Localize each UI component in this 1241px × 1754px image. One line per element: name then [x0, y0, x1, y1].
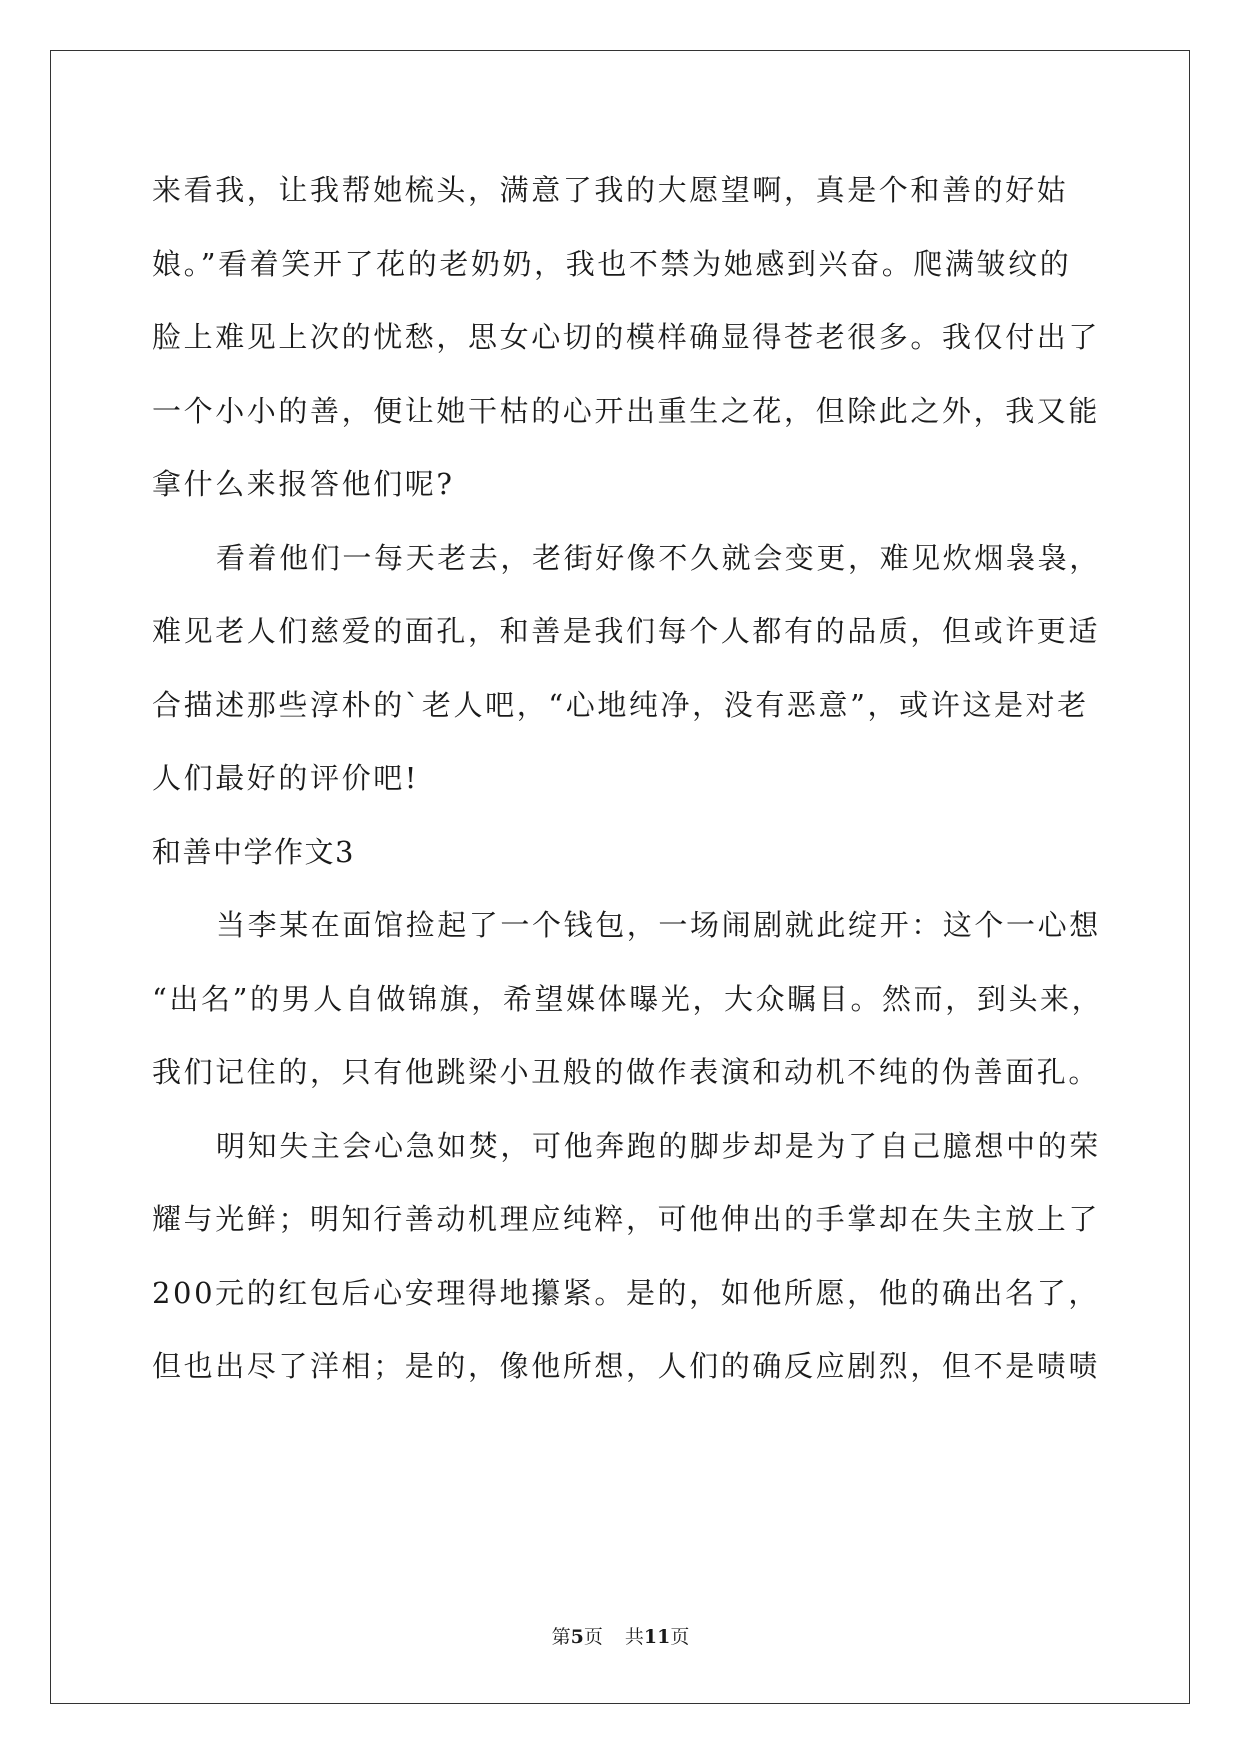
text-line: 难见老人们慈爱的面孔，和善是我们每个人都有的品质，但或许更适 — [152, 614, 1101, 648]
text-line: 耀与光鲜；明知行善动机理应纯粹，可他伸出的手掌却在失主放上了 — [152, 1202, 1101, 1236]
text-line: 人们最好的评价吧! — [152, 761, 420, 795]
page-total: 11 — [643, 1626, 671, 1648]
heading-text: 和善中学作文3 — [152, 834, 355, 869]
section-heading — [152, 824, 1096, 898]
paragraph — [152, 530, 1101, 824]
text-line: 明知失主会心急如焚，可他奔跑的脚步却是为了自己臆想中的荣 — [216, 1128, 1101, 1163]
text-line: “出名”的男人自做锦旗，希望媒体曝光，大众瞩目。然而，到头来， — [152, 981, 1104, 1016]
text-line: 拿什么来报答他们呢? — [152, 467, 455, 501]
paragraph — [152, 162, 1101, 530]
text-line: 一个小小的善，便让她干枯的心开出重生之花，但除此之外，我又能 — [152, 393, 1101, 428]
text-line: 但也出尽了洋相；是的，像他所想，人们的确反应剧烈，但不是啧啧 — [152, 1349, 1101, 1383]
text-line: 来看我，让我帮她梳头，满意了我的大愿望啊，真是个和善的好姑 — [152, 173, 1069, 207]
text-line: 合描述那些淳朴的`老人吧，“心地纯净，没有恶意”，或许这是对老 — [152, 687, 1089, 722]
text-line: 我们记住的，只有他跳梁小丑般的做作表演和动机不纯的伪善面孔。 — [152, 1055, 1101, 1089]
paragraph — [152, 897, 1104, 1118]
page-footer — [0, 1622, 1241, 1649]
text-line: 看着他们一每天老去，老街好像不久就会变更，难见炊烟袅袅， — [216, 540, 1101, 575]
text-line: 200元的红包后心安理得地攥紧。是的，如他所愿，他的确出名了， — [152, 1275, 1100, 1310]
text-line: 娘。”看着笑开了花的老奶奶，我也不禁为她感到兴奋。爬满皱纹的 — [152, 246, 1072, 281]
page-prefix: 第 — [551, 1626, 571, 1648]
paragraph — [152, 1118, 1101, 1412]
total-suffix: 页 — [670, 1626, 690, 1648]
text-line: 当李某在面馆捡起了一个钱包，一场闹剧就此绽开：这个一心想 — [216, 908, 1101, 942]
text-line: 脸上难见上次的忧愁，思女心切的模样确显得苍老很多。我仅付出了 — [152, 320, 1101, 354]
total-prefix: 共 — [624, 1626, 644, 1648]
page-suffix: 页 — [583, 1626, 603, 1648]
document-body — [152, 162, 1104, 1412]
page-current: 5 — [570, 1626, 584, 1648]
